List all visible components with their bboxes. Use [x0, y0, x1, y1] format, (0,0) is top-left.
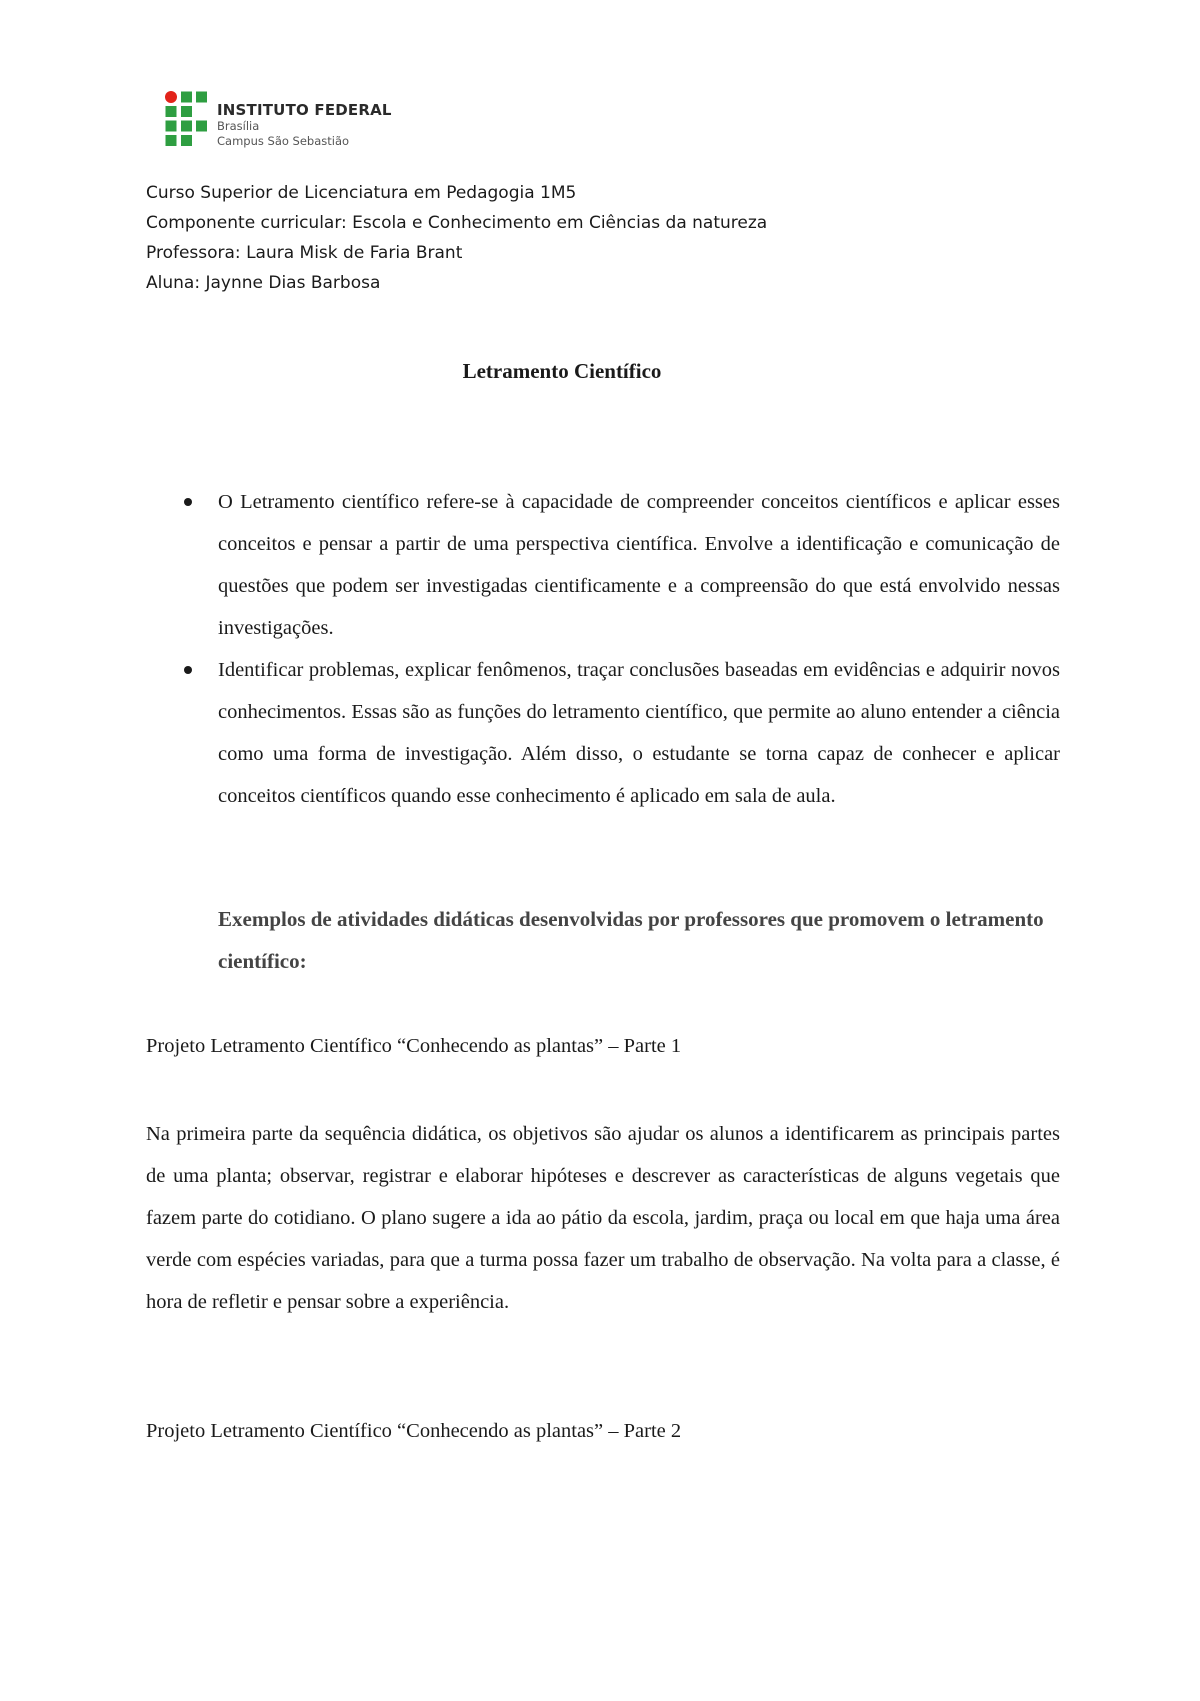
bullet-item: [218, 481, 1060, 649]
logo-title: INSTITUTO FEDERAL: [217, 101, 392, 119]
professor-line: Professora: Laura Misk de Faria Brant: [146, 243, 463, 263]
document-title: Letramento Científico: [462, 359, 662, 383]
project-part-1-paragraph: Na primeira parte da sequência didática, os objetivos são ajudar os alunos a identificarem as principais partes de uma planta; observar, registrar e elaborar hipóteses e descrever as características de alguns vegetais que fazem parte do cotidiano. O plano sugere a ida ao pátio da escola, jardim, praça ou local em que haja uma área verde com espécies variadas, para que a turma possa fazer um trabalho de observação. Na volta para a classe, é hora de refletir e pensar sobre a experiência.: [146, 1123, 1060, 1313]
bullet-text: Identificar problemas, explicar fenômenos, traçar conclusões baseadas em evidências e adquirir novos conhecimentos. Essas são as funções do letramento científico, que permite ao aluno entender a ciência como uma forma de investigação. Além disso, o estudante se torna capaz de conhecer e aplicar conceitos científicos quando esse conhecimento é aplicado em sala de aula.: [218, 659, 1060, 807]
logo-city: Brasília: [217, 119, 260, 133]
institution-logo: [165, 91, 425, 155]
bullet-dot-icon: [184, 498, 192, 506]
course-line: Curso Superior de Licenciatura em Pedagogia 1M5: [146, 183, 577, 203]
bullet-text: O Letramento científico refere-se à capacidade de compreender conceitos científicos e aplicar esses conceitos e pensar a partir de uma perspectiva científica. Envolve a identificação e comunicação de questões que podem ser investigadas cientificamente e a compreensão do que está envolvido nessas investigações.: [218, 491, 1060, 639]
component-line: Componente curricular: Escola e Conhecimento em Ciências da natureza: [146, 213, 768, 233]
bullet-dot-icon: [184, 666, 192, 674]
bullet-list: [218, 481, 1060, 817]
logo-campus: Campus São Sebastião: [217, 134, 350, 148]
examples-heading: Exemplos de atividades didáticas desenvolvidas por professores que promovem o letramento científico:: [218, 907, 1044, 973]
project-part-1-heading: Projeto Letramento Científico “Conhecendo as plantas” – Parte 1: [146, 1035, 682, 1057]
project-part-2-heading: Projeto Letramento Científico “Conhecendo as plantas” – Parte 2: [146, 1420, 682, 1442]
student-line: Aluna: Jaynne Dias Barbosa: [146, 273, 381, 293]
bullet-item: [218, 649, 1060, 817]
if-logo-icon: [165, 91, 211, 147]
logo-text: [217, 101, 392, 149]
document-header: [146, 178, 767, 298]
